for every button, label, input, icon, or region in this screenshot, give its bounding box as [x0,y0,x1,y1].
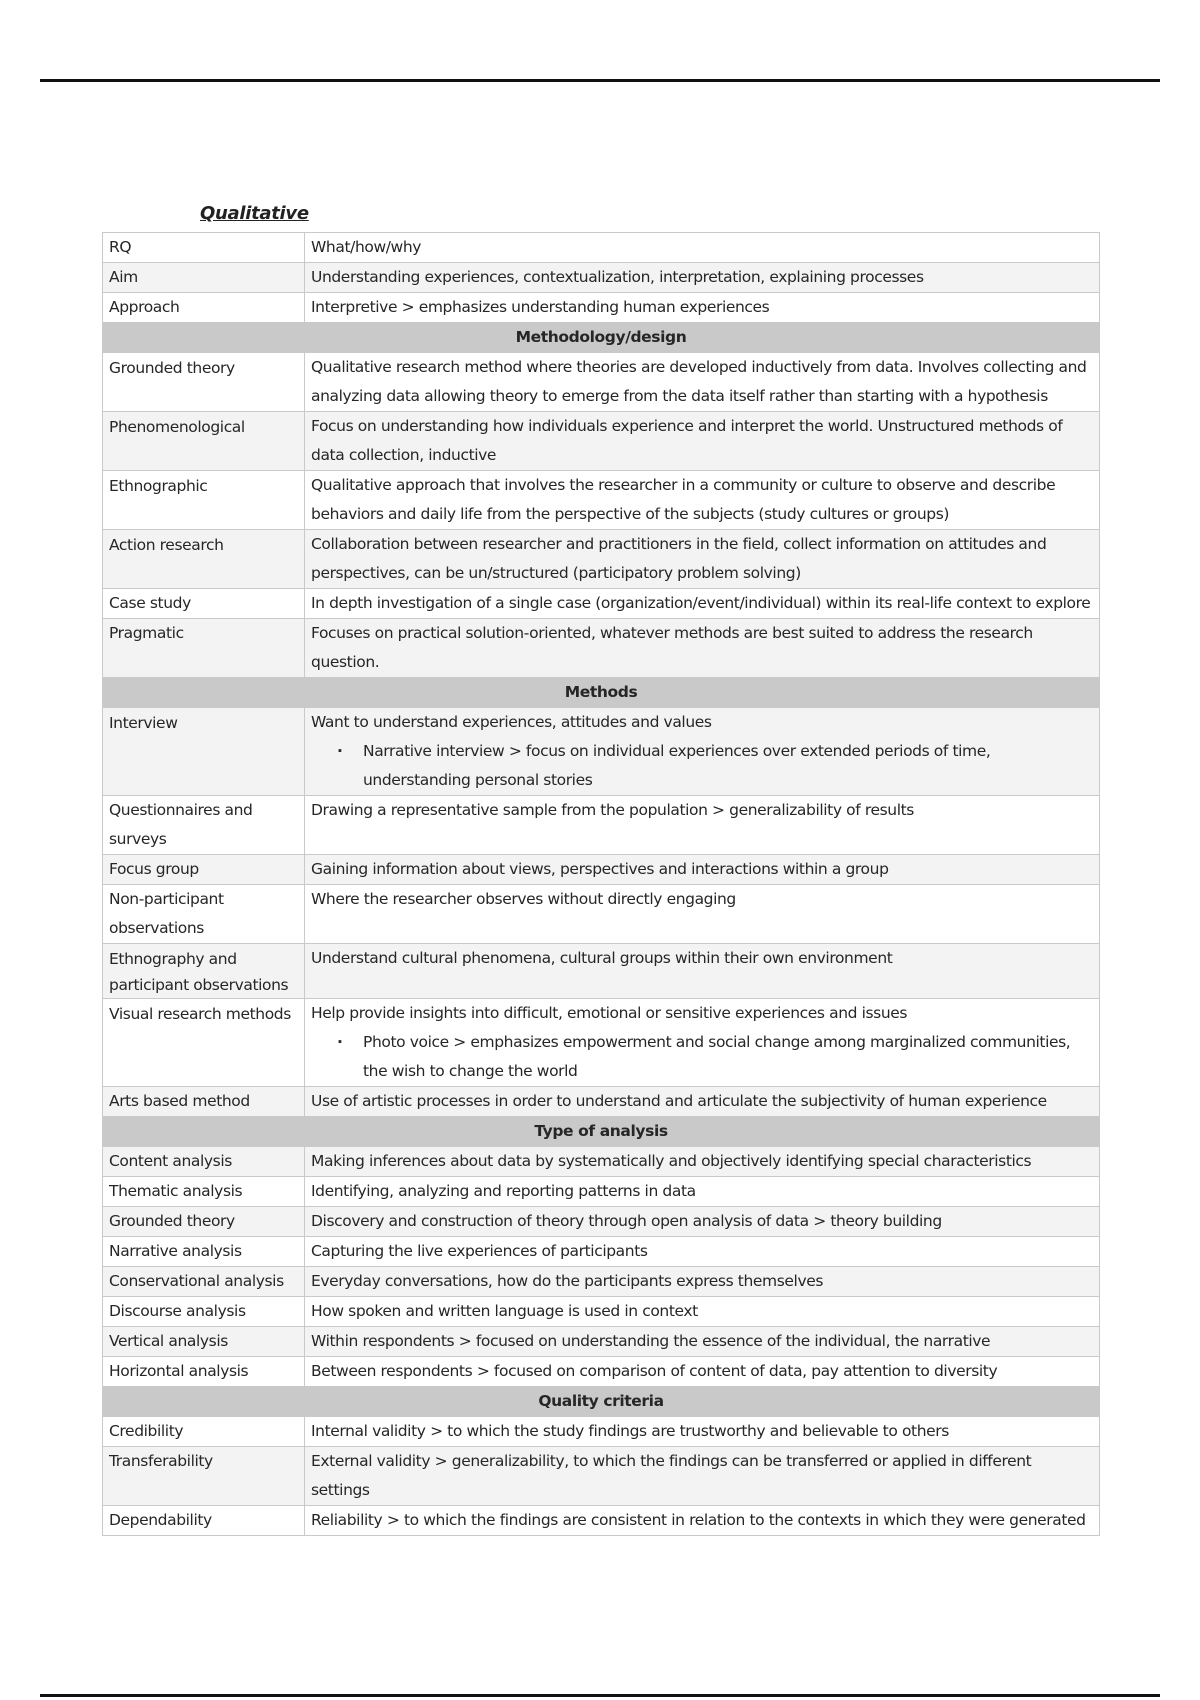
table-row [103,885,1100,944]
table-row [103,855,1100,885]
header-rule [40,79,1160,82]
row-text-block [305,708,1100,796]
table-row [103,1267,1100,1297]
row-label: Discourse analysis [103,1297,305,1327]
row-text: Gaining information about views, perspectives and interactions within a group [305,855,1100,885]
table-row [103,471,1100,530]
row-text: Interpretive > emphasizes understanding human experiences [305,293,1100,323]
row-text: Qualitative research method where theories are developed inductively from data. Involves collecting and analyzing data allowing theory to emerge from the data itself rather than starting with a hypothesis [305,353,1100,412]
table-row [103,530,1100,589]
row-label: Content analysis [103,1147,305,1177]
row-text: Understanding experiences, contextualization, interpretation, explaining processes [305,263,1100,293]
row-text-block [305,999,1100,1087]
row-text: Capturing the live experiences of participants [305,1237,1100,1267]
row-text: What/how/why [305,233,1100,263]
table-row [103,1447,1100,1506]
table-row [103,412,1100,471]
table-row [103,589,1100,619]
row-text: Want to understand experiences, attitudes and values [311,713,712,731]
row-text: Collaboration between researcher and practitioners in the field, collect information on attitudes and perspectives, can be un/structured (participatory problem solving) [305,530,1100,589]
row-label: Dependability [103,1506,305,1536]
row-label: Ethnography and participant observations [103,944,305,999]
row-label: Grounded theory [103,1207,305,1237]
row-label: RQ [103,233,305,263]
bullet-list [311,737,1093,795]
row-text: Within respondents > focused on understanding the essence of the individual, the narrative [305,1327,1100,1357]
table-row [103,999,1100,1087]
section-heading-methodology: Methodology/design [103,323,1100,353]
row-label: Non-participant observations [103,885,305,944]
row-label: Conservational analysis [103,1267,305,1297]
table-row [103,1177,1100,1207]
row-text: In depth investigation of a single case (organization/event/individual) within its real-life context to explore [305,589,1100,619]
row-label: Ethnographic [103,471,305,530]
section-header-row [103,1387,1100,1417]
row-text: External validity > generalizability, to which the findings can be transferred or applied in different settings [305,1447,1100,1506]
row-text: How spoken and written language is used in context [305,1297,1100,1327]
row-label: Questionnaires and surveys [103,796,305,855]
row-text: Where the researcher observes without directly engaging [305,885,1100,944]
table-row [103,796,1100,855]
row-label: Thematic analysis [103,1177,305,1207]
table-row [103,1147,1100,1177]
row-label: Narrative analysis [103,1237,305,1267]
row-label: Pragmatic [103,619,305,678]
row-text: Use of artistic processes in order to understand and articulate the subjectivity of human experience [305,1087,1100,1117]
row-label: Transferability [103,1447,305,1506]
section-heading-methods: Methods [103,678,1100,708]
row-label: Approach [103,293,305,323]
section-heading-quality: Quality criteria [103,1387,1100,1417]
row-text: Understand cultural phenomena, cultural groups within their own environment [305,944,1100,999]
row-label: Case study [103,589,305,619]
row-label: Horizontal analysis [103,1357,305,1387]
row-text: Focus on understanding how individuals experience and interpret the world. Unstructured methods of data collection, inductive [305,412,1100,471]
row-text: Reliability > to which the findings are consistent in relation to the contexts in which they were generated [305,1506,1100,1536]
row-label: Visual research methods [103,999,305,1087]
table-row [103,944,1100,999]
table-row [103,1297,1100,1327]
table-row [103,1207,1100,1237]
row-text: Internal validity > to which the study findings are trustworthy and believable to others [305,1417,1100,1447]
table-row [103,1087,1100,1117]
row-label: Credibility [103,1417,305,1447]
table-row [103,1327,1100,1357]
row-text: Qualitative approach that involves the researcher in a community or culture to observe and describe behaviors and daily life from the perspective of the subjects (study cultures or groups) [305,471,1100,530]
table-row [103,1237,1100,1267]
row-text: Between respondents > focused on comparison of content of data, pay attention to diversity [305,1357,1100,1387]
row-text: Discovery and construction of theory through open analysis of data > theory building [305,1207,1100,1237]
section-heading-analysis: Type of analysis [103,1117,1100,1147]
qualitative-table [102,232,1100,1536]
row-text: Help provide insights into difficult, emotional or sensitive experiences and issues [311,1004,908,1022]
row-label: Interview [103,708,305,796]
row-label: Phenomenological [103,412,305,471]
table-row [103,1506,1100,1536]
row-text: Drawing a representative sample from the population > generalizability of results [305,796,1100,855]
row-text: Everyday conversations, how do the participants express themselves [305,1267,1100,1297]
row-label: Arts based method [103,1087,305,1117]
row-text: Focuses on practical solution-oriented, whatever methods are best suited to address the research question. [305,619,1100,678]
table-row [103,619,1100,678]
row-label: Aim [103,263,305,293]
section-header-row [103,678,1100,708]
table-row [103,1417,1100,1447]
table-row [103,233,1100,263]
bullet-item: · Narrative interview > focus on individual experiences over extended periods of time, understanding personal stories [363,737,1093,795]
bullet-list [311,1028,1093,1086]
table-row [103,708,1100,796]
footer-rule [40,1694,1160,1697]
row-label: Focus group [103,855,305,885]
section-header-row [103,1117,1100,1147]
table-row [103,1357,1100,1387]
row-label: Grounded theory [103,353,305,412]
document-title: Qualitative [200,203,309,224]
table-row [103,293,1100,323]
row-text: Making inferences about data by systematically and objectively identifying special characteristics [305,1147,1100,1177]
table-row [103,263,1100,293]
row-label: Action research [103,530,305,589]
row-label: Vertical analysis [103,1327,305,1357]
bullet-item: · Photo voice > emphasizes empowerment and social change among marginalized communities, the wish to change the world [363,1028,1093,1086]
table-row [103,353,1100,412]
row-text: Identifying, analyzing and reporting patterns in data [305,1177,1100,1207]
section-header-row [103,323,1100,353]
